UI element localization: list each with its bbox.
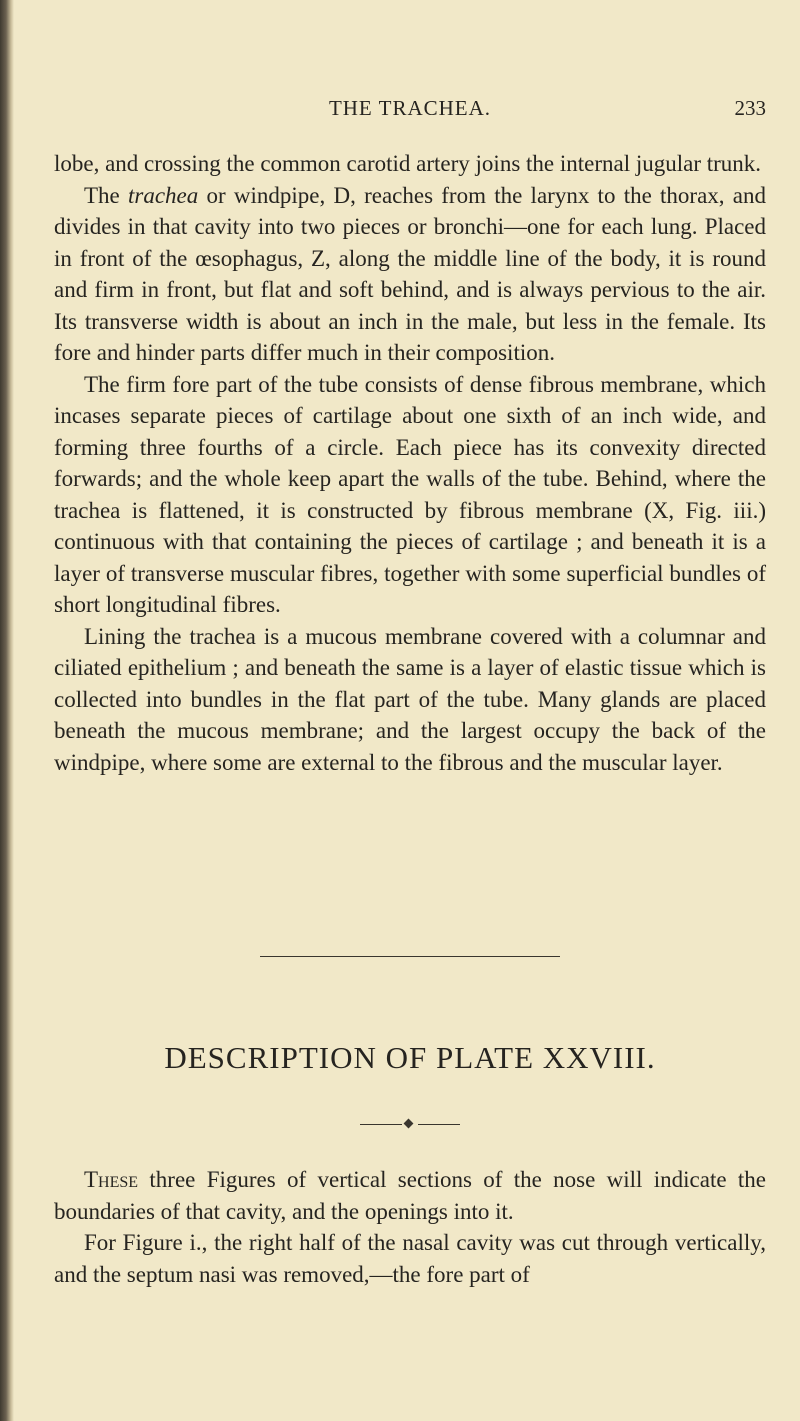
plate-description bbox=[54, 1164, 766, 1290]
page-number: 233 bbox=[734, 96, 766, 120]
plate-heading: DESCRIPTION OF PLATE XXVIII. bbox=[164, 1040, 656, 1075]
small-caps-lead: These bbox=[84, 1167, 139, 1192]
ornament-diamond bbox=[404, 1119, 414, 1129]
paragraph-figures-intro bbox=[54, 1164, 766, 1227]
book-page bbox=[54, 0, 766, 1421]
paragraph-lining: Lining the trachea is a mucous membrane covered with a columnar and ciliated epithelium ; and beneath the same is a layer of elastic tissue which is collected into bundles in the flat part of the tube. Many glands are placed beneath the mucous membrane; and the largest occupy the back of the windpipe, where some are external to the fibrous and the muscular layer. bbox=[54, 623, 766, 775]
paragraph-text: The bbox=[84, 182, 128, 208]
italic-term-trachea: trachea bbox=[128, 182, 199, 208]
paragraph-text: three Figures of vertical sections of the nose will indicate the boundaries of that cavity, and the openings into it. bbox=[54, 1167, 766, 1224]
book-gutter-shadow bbox=[0, 0, 14, 1421]
running-head-title: THE TRACHEA. bbox=[328, 96, 492, 120]
paragraph-figure-one: For Figure i., the right half of the nasal cavity was cut through vertically, and the septum nasi was removed,—the fore part of bbox=[54, 1230, 766, 1287]
diamond-ornament-icon bbox=[360, 1118, 460, 1132]
paragraph-jugular: lobe, and crossing the common carotid artery joins the internal jugular trunk. bbox=[54, 151, 762, 176]
section-divider-rule bbox=[260, 956, 560, 957]
trachea-section bbox=[54, 148, 766, 778]
paragraph-fore-part: The firm fore part of the tube consists of dense fibrous membrane, which incases separate pieces of cartilage about one sixth of an inch wide, and forming three fourths of a circle. Each piece has its convexity directed forwards; and the whole keep apart the walls of the tube. Behind, where the trachea is flattened, it is constructed by fibrous membrane (X, Fig. iii.) continuous with that containing the pieces of cartilage ; and beneath it is a layer of transverse muscular fibres, together with some superficial bundles of short longitudinal fibres. bbox=[54, 371, 766, 617]
paragraph-trachea-intro bbox=[54, 180, 766, 369]
ornament-line-left bbox=[360, 1124, 402, 1125]
ornament-line-right bbox=[418, 1124, 460, 1125]
paragraph-text: or windpipe, D, reaches from the larynx to the thorax, and divides in that cavity into two pieces or bronchi—one for each lung. Placed in front of the œsophagus, Z, along the middle line of the body, it is round and firm in front, but flat and soft behind, and is always pervious to the air. Its transverse width is about an inch in the male, but less in the female. Its fore and hinder parts differ much in their composition. bbox=[54, 182, 766, 365]
running-head bbox=[54, 96, 766, 126]
